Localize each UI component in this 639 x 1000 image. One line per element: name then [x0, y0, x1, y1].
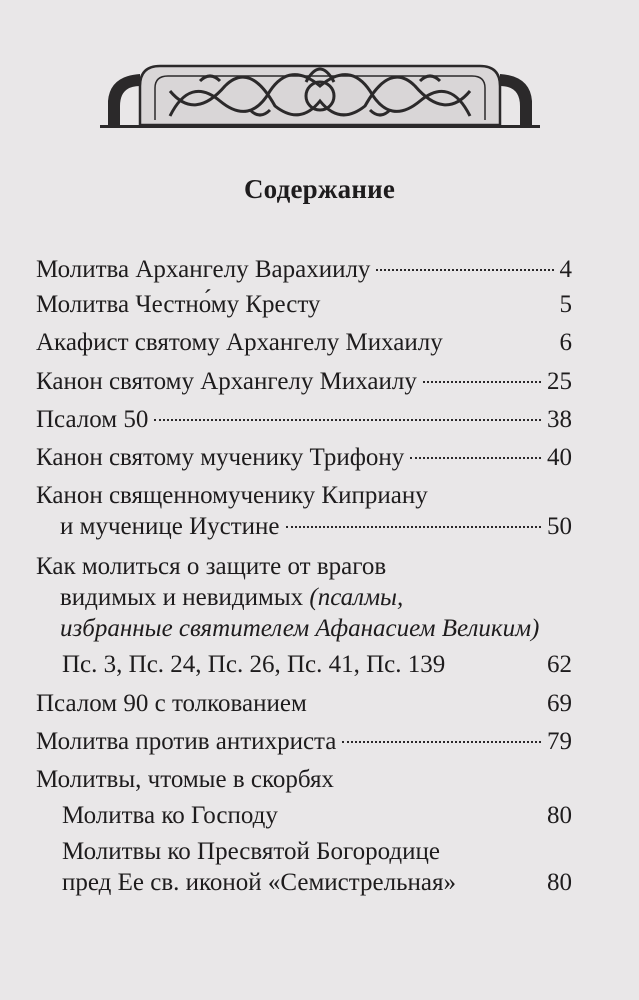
toc-entry-page: 40	[547, 444, 572, 471]
toc-entry-title: Канон святому мученику Трифону	[36, 444, 405, 471]
toc-entry-note-cont: избранные святителем Афанасием Великим)	[60, 615, 540, 642]
leader-dots	[342, 741, 541, 743]
toc-entry[interactable]	[36, 551, 572, 680]
toc-entry-subtitle: Пс. 3, Пс. 24, Пс. 26, Пс. 41, Пс. 139	[62, 651, 446, 678]
leader-dots	[423, 381, 541, 383]
leader-dots	[376, 269, 553, 271]
toc-entry[interactable]	[36, 404, 572, 435]
toc-entry-title: Молитва Честно́му Кресту	[36, 291, 321, 318]
page-title: Содержание	[243, 174, 396, 204]
toc-entry-page: 62	[547, 651, 572, 678]
toc-entry[interactable]	[36, 836, 572, 898]
toc-entry-note: (псалмы,	[309, 584, 404, 611]
leader-dots	[154, 419, 541, 421]
toc-entry-title: Псалом 50	[36, 406, 149, 433]
toc-entry-title: Молитва против антихриста	[36, 728, 337, 755]
leader-dots	[286, 526, 541, 528]
toc-entry[interactable]	[36, 442, 572, 473]
toc-entry[interactable]	[36, 800, 572, 831]
toc-entry[interactable]	[36, 289, 572, 320]
toc-entry[interactable]	[36, 254, 572, 285]
toc-entry-title: Акафист святому Архангелу Михаилу	[36, 329, 443, 356]
toc-entry-title: Как молиться о защите от врагов	[36, 553, 387, 580]
toc-entry-title: Молитвы, чтомые в скорбях	[36, 766, 334, 793]
toc-entry-title: Канон священномученику Киприану	[36, 482, 428, 509]
toc-entry-page: 79	[547, 728, 572, 755]
toc-entry-page: 6	[559, 329, 572, 356]
toc-entry-title: Канон святому Архангелу Михаилу	[36, 368, 417, 395]
toc-entry[interactable]	[36, 480, 572, 542]
toc-entry[interactable]	[36, 688, 572, 719]
toc-entry-title: Молитва Архангелу Варахиилу	[36, 256, 371, 283]
toc-section-heading[interactable]	[36, 764, 572, 795]
toc-entry[interactable]	[36, 366, 572, 397]
leader-dots	[410, 457, 541, 459]
toc-entry-page: 69	[547, 690, 572, 717]
toc-entry-page: 38	[547, 406, 572, 433]
toc-entry-page: 4	[559, 256, 572, 283]
toc-entry-title-cont: видимых и невидимых	[60, 584, 304, 611]
toc-entry-title: Молитвы ко Пресвятой Богородице	[62, 838, 440, 865]
toc-entry-page: 50	[547, 513, 572, 540]
toc-entry-page: 80	[547, 869, 572, 896]
toc-entry-page: 25	[547, 368, 572, 395]
toc-entry[interactable]	[36, 726, 572, 757]
toc-entry-title: Псалом 90 с толкованием	[36, 690, 307, 717]
toc-entry-title-cont: пред Ее св. иконой «Семистрельная»	[62, 869, 456, 896]
toc-entry-title: Молитва ко Господу	[62, 802, 278, 829]
toc-entry-page: 80	[547, 802, 572, 829]
toc-entry-page: 5	[559, 291, 572, 318]
toc-entry[interactable]	[36, 327, 572, 358]
toc-entry-title-cont: и мученице Иустине	[60, 513, 280, 540]
